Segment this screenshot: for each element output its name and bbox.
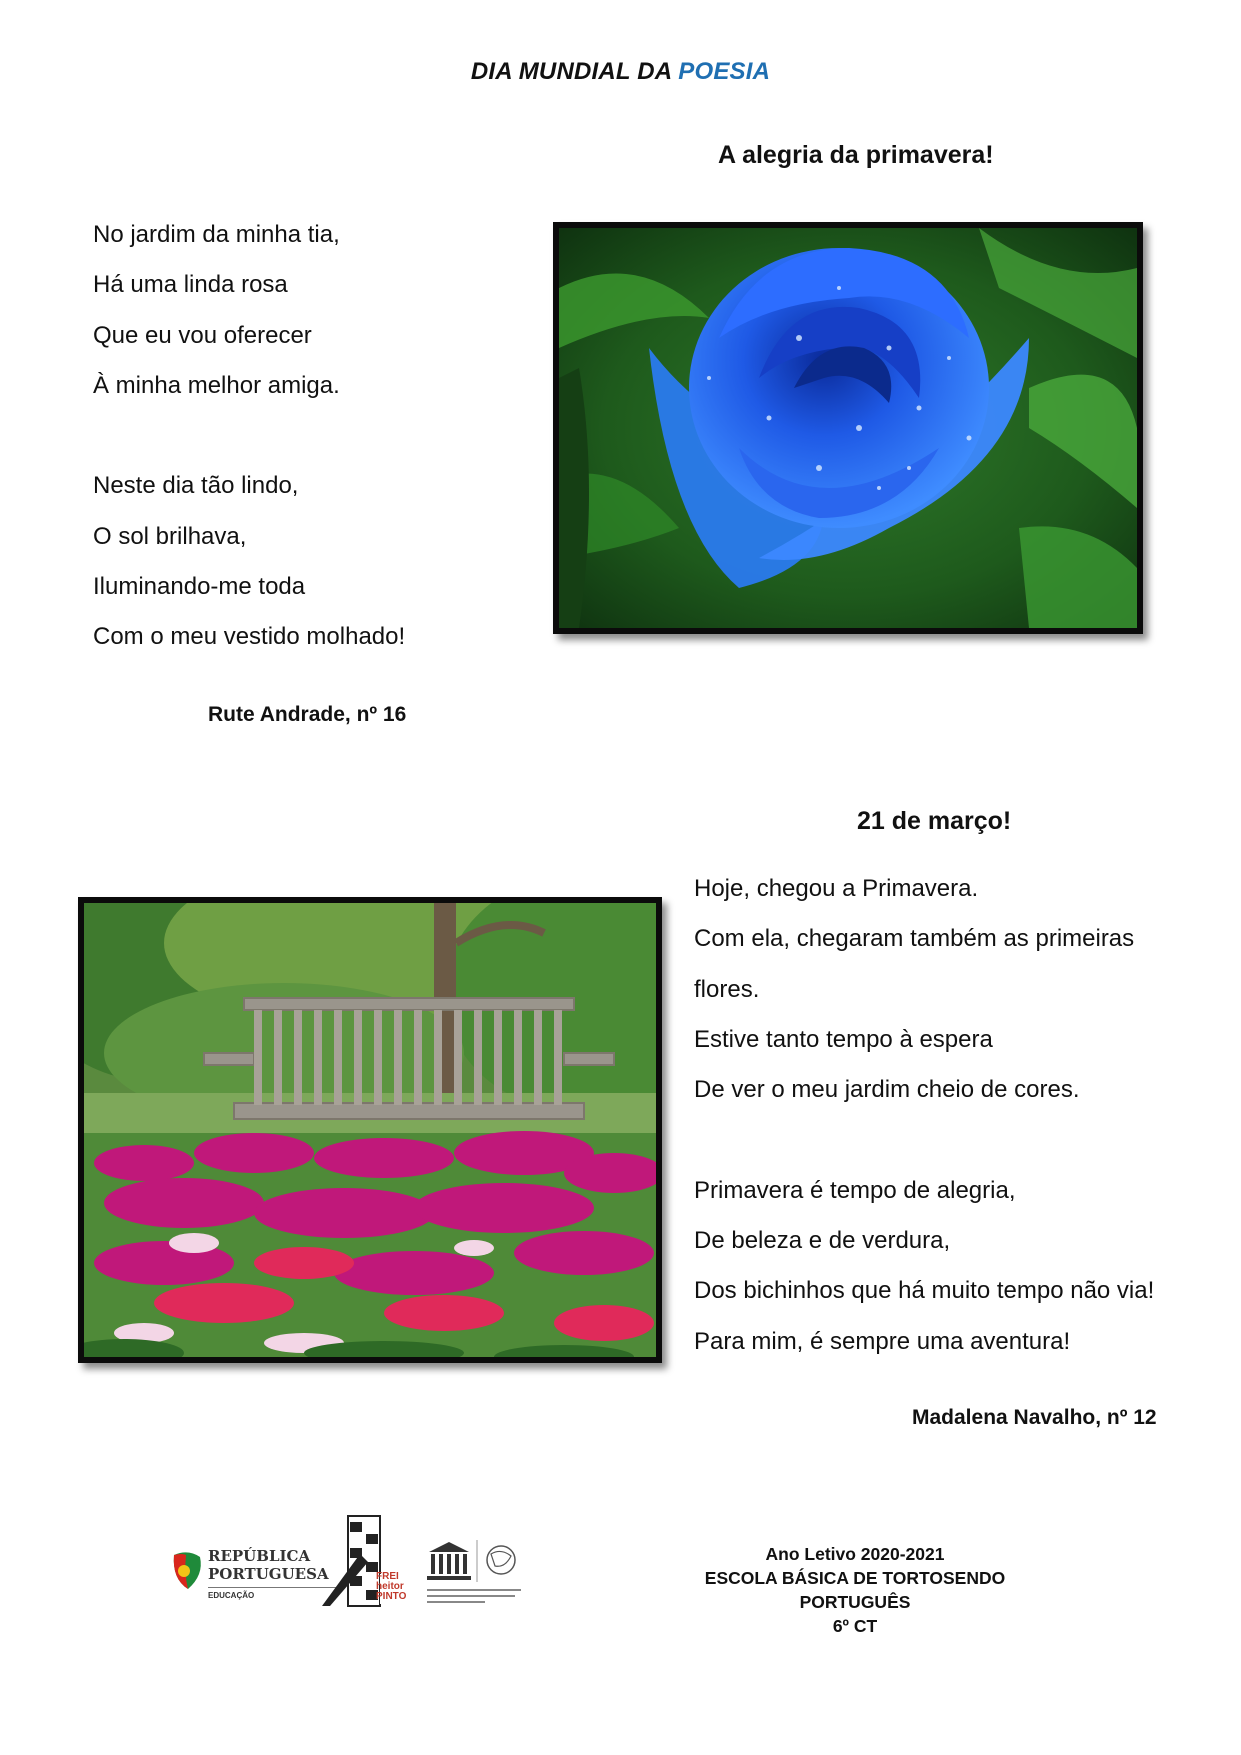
footer-class: 6º CT <box>832 1616 878 1636</box>
poem2-author: Madalena Navalho, nº 12 <box>912 1406 1157 1429</box>
poem2-line: Estive tanto tempo à espera <box>694 1025 993 1053</box>
poem1-title: A alegria da primavera! <box>718 141 994 169</box>
page-title-main: DIA MUNDIAL DA <box>470 58 679 85</box>
poem1-line: Há uma linda rosa <box>93 271 288 299</box>
unesco-logo <box>425 1538 525 1608</box>
portugal-flag-icon <box>170 1549 204 1591</box>
poem2-line: Para mim, é sempre uma aventura! <box>694 1327 1071 1355</box>
republica-line1: REPÚBLICA <box>208 1547 311 1565</box>
poem2-line: Dos bichinhos que há muito tempo não via! <box>694 1277 1155 1305</box>
poem2-stanza-gap <box>694 1115 1154 1165</box>
poem2-line: Primavera é tempo de alegria, <box>694 1176 1016 1204</box>
page-title-accent: POESIA <box>678 58 771 85</box>
poem1-author: Rute Andrade, nº 16 <box>208 703 407 726</box>
footer-info <box>660 1542 1050 1638</box>
poem1-line: Que eu vou oferecer <box>93 321 312 349</box>
republica-line2: PORTUGUESA <box>208 1565 329 1583</box>
footer-school-year: Ano Letivo 2020-2021 <box>765 1544 945 1564</box>
blue-rose-photo <box>553 222 1143 634</box>
unesco-temple-icon <box>425 1538 525 1608</box>
republica-line3: EDUCAÇÃO <box>208 1591 255 1600</box>
blue-rose-image <box>559 228 1137 628</box>
school-logo-text: FREI heitor PINTO <box>376 1571 407 1602</box>
footer-subject: PORTUGUÊS <box>799 1592 911 1612</box>
poem2-line: Com ela, chegaram também as primeiras <box>694 925 1135 953</box>
poem1-line: Neste dia tão lindo, <box>93 472 299 500</box>
poem1-stanza-gap <box>93 411 405 461</box>
poem2-line: De ver o meu jardim cheio de cores. <box>694 1076 1080 1104</box>
garden-bench-photo <box>78 897 662 1363</box>
poem1-line: Iluminando-me toda <box>93 573 306 601</box>
poem1-line: No jardim da minha tia, <box>93 221 340 248</box>
poem2-title: 21 de março! <box>857 807 1012 835</box>
page-title <box>0 58 1241 86</box>
poem2-line: De beleza e de verdura, <box>694 1227 951 1255</box>
poem1-line: O sol brilhava, <box>93 522 247 550</box>
poem2-line: Hoje, chegou a Primavera. <box>694 875 979 902</box>
garden-bench-image <box>84 903 656 1357</box>
poem2-text <box>694 864 1154 1367</box>
footer-logos <box>170 1510 530 1615</box>
poem1-line: Com o meu vestido molhado! <box>93 623 406 651</box>
republica-portuguesa-logo <box>170 1545 340 1605</box>
footer-school-name: ESCOLA BÁSICA DE TORTOSENDO <box>704 1568 1006 1588</box>
poem2-line: flores. <box>694 975 760 1003</box>
poem1-text <box>93 210 405 663</box>
poem1-line: À minha melhor amiga. <box>93 371 340 399</box>
school-logo <box>320 1514 407 1608</box>
